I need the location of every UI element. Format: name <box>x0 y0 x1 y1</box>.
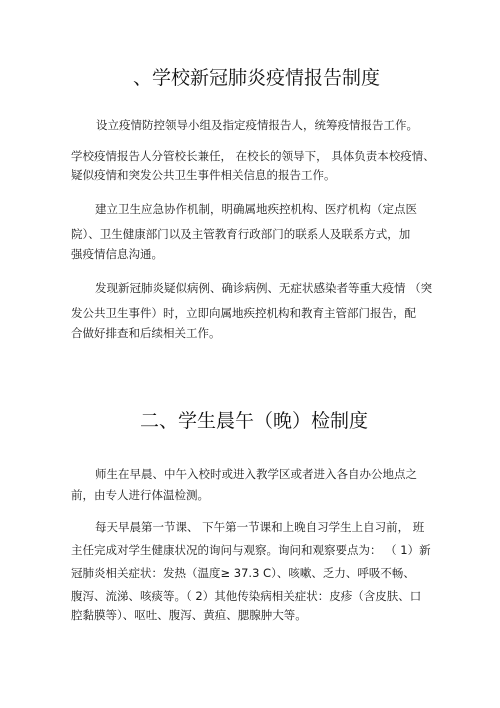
text-line: 疑似疫情和突发公共卫生事件相关信息的报告工作。 <box>71 168 336 182</box>
section-2-title: 二、学生晨午（晚）检制度 <box>140 410 369 432</box>
section-1-paragraph-3 <box>71 197 417 262</box>
text-line: 冠肺炎相关症状：发热（温度≥ 37.3 C）、咳嗽、乏力、呼吸不畅、 <box>71 566 415 580</box>
section-1-title: 、学校新冠肺炎疫情报告制度 <box>133 67 381 89</box>
text-line: 院）、卫生健康部门以及主管教育行政部门的联系人及联系方式，加 <box>71 227 411 241</box>
text-line: 学校疫情报告人分管校长兼任， 在校长的领导下， 具体负责本校疫情、 <box>71 149 435 163</box>
text-line: 发现新冠肺炎疑似病例、确诊病例、无症状感染者等重大疫情 （突 <box>95 281 433 295</box>
section-1-paragraph-4 <box>71 276 432 341</box>
text-line: 合做好排查和后续相关工作。 <box>71 326 221 340</box>
text-line: 建立卫生应急协作机制，明确属地疾控机构、医疗机构（定点医 <box>95 202 417 216</box>
text-line: 每天早晨第一节课、 下午第一节课和上晚自习学生上自习前， 班 <box>95 520 425 534</box>
section-1-paragraph-2 <box>71 144 435 183</box>
section-1-paragraph-1 <box>96 118 418 133</box>
text-line: 强疫情信息沟通。 <box>71 247 163 261</box>
text-line: 主任完成对学生健康状况的询问与观察。询问和观察要点为： （ 1）新 <box>71 543 431 557</box>
text-line: 师生在早晨、中午入校时或进入教学区或者进入各自办公地点之 <box>95 467 417 481</box>
text-line: 发公共卫生事件）时，立即向属地疾控机构和教育主管部门报告，配 <box>71 306 416 320</box>
section-2-paragraph-2 <box>71 516 431 623</box>
text-line: 腔黏膜等）、呕吐、腹泻、黄疸、腮腺肿大等。 <box>71 608 307 622</box>
section-2-paragraph-1 <box>71 461 417 503</box>
text-line: 前，由专人进行体温检测。 <box>71 488 209 502</box>
text-line: 设立疫情防控领导小组及指定疫情报告人，统筹疫情报告工作。 <box>96 118 418 132</box>
text-line: 腹泻、流涕、咳痰等。（ 2）其他传染病相关症状：皮疹（含皮肤、口 <box>71 589 422 603</box>
